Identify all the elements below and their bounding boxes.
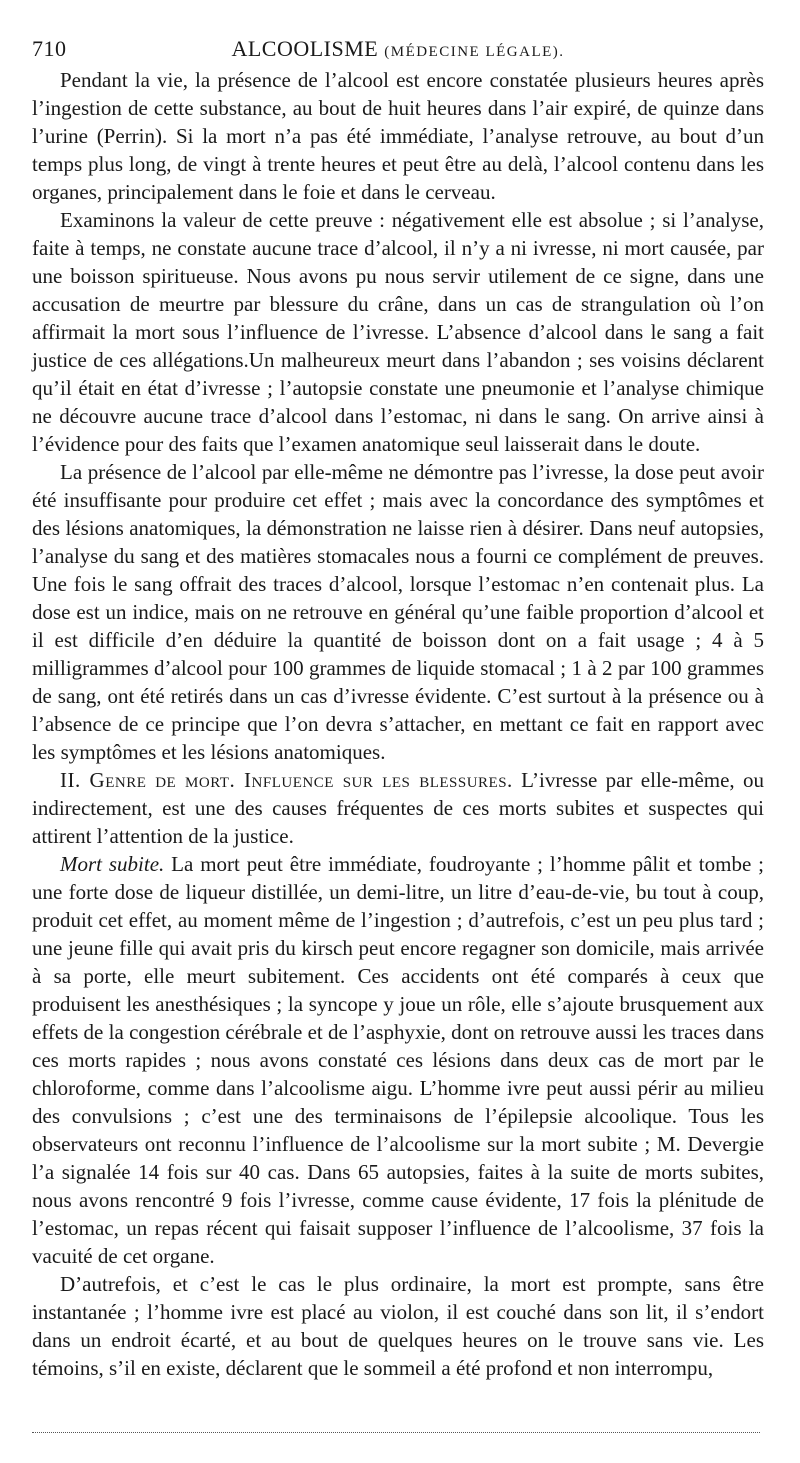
- paragraph-5-text: La mort peut être immédiate, foudroyante ; l’homme pâlit et tombe ; une forte dose de liqueur distillée, un demi-litre, un litre d’eau-de-vie, bu tout à coup, produit cet effet, au moment même de l’ingestion ; d’autrefois, c’est un peu plus tard ; une jeune fille qui avait pris du kirsch peut encore regagner son domicile, mais arrivée à sa porte, elle meurt subitement. Ces accidents ont été comparés à ceux que produisent les anesthésiques ; la syncope y joue un rôle, elle s’ajoute brusquement aux effets de la congestion cérébrale et de l’asphyxie, dont on retrouve aussi les traces dans ces morts rapides ; nous avons constaté ces lésions dans deux cas de mort par le chloroforme, comme dans l’alcoolisme aigu. L’homme ivre peut aussi périr au milieu des convulsions ; c’est une des terminaisons de l’épilepsie alcoolique. Tous les observateurs ont reconnu l’influence de l’alcoolisme sur la mort subite ; M. Devergie l’a signalée 14 fois sur 40 cas. Dans 65 autopsies, faites à la suite de morts subites, nous avons rencontré 9 fois l’ivresse, comme cause évidente, 17 fois la plénitude de l’estomac, un repas récent qui faisait supposer l’influence de l’alcoolisme, 37 fois la vacuité de cet organe.: [32, 852, 764, 1268]
- paragraph-1: Pendant la vie, la présence de l’alcool est encore constatée plusieurs heures après l’ingestion de cette substance, au bout de huit heures dans l’air expiré, de quinze dans l’urine (Perrin). Si la mort n’a pas été immédiate, l’analyse retrouve, au bout d’un temps plus long, de vingt à trente heures et peut être au delà, l’alcool contenu dans les organes, principalement dans le foie et dans le cerveau.: [32, 68, 764, 204]
- paragraph-4: [32, 766, 764, 850]
- body-text: [32, 66, 764, 1382]
- running-head: [32, 30, 764, 66]
- page-number: 710: [32, 36, 67, 61]
- paragraph-6: D’autrefois, et c’est le cas le plus ordinaire, la mort est prompte, sans être instantanée ; l’homme ivre est placé au violon, il est couché dans son lit, il s’endort dans un endroit écarté, et au bout de quelques heures on le trouve sans vie. Les témoins, s’il en existe, déclarent que le sommeil a été profond et non interrompu,: [32, 1272, 764, 1380]
- paragraph-2: Examinons la valeur de cette preuve : négativement elle est absolue ; si l’analyse, faite à temps, ne constate aucune trace d’alcool, il n’y a ni ivresse, ni mort causée, par une boisson spiritueuse. Nous avons pu nous servir utilement de ce signe, dans une accusation de meurtre par blessure du crâne, dans un cas de strangulation où l’on affirmait la mort sous l’influence de l’ivresse. L’absence d’alcool dans le sang a fait justice de ces allégations.Un malheureux meurt dans l’abandon ; ses voisins déclarent qu’il était en état d’ivresse ; l’autopsie constate une pneumonie et l’analyse chimique ne découvre aucune trace d’alcool dans l’estomac, ni dans le sang. On arrive ainsi à l’évidence pour des faits que l’examen anatomique seul laisserait dans le doute.: [32, 208, 764, 456]
- subsection-heading: Mort subite.: [60, 852, 165, 876]
- running-title-sub: (MÉDECINE LÉGALE).: [384, 44, 565, 60]
- paragraph-3: La présence de l’alcool par elle-même ne démontre pas l’ivresse, la dose peut avoir été insuffisante pour produire cet effet ; mais avec la concordance des symptômes et des lésions anatomiques, la démonstration ne laisse rien à désirer. Dans neuf autopsies, l’analyse du sang et des matières stomacales nous a fourni ce complément de preuves. Une fois le sang offrait des traces d’alcool, lorsque l’estomac n’en contenait plus. La dose est un indice, mais on ne retrouve en général qu’une faible proportion d’alcool et il est difficile d’en déduire la quantité de boisson dont on a fait usage ; 4 à 5 milligrammes d’alcool pour 100 grammes de liquide stomacal ; 1 à 2 par 100 grammes de sang, ont été retirés dans un cas d’ivresse évidente. C’est surtout à la présence ou à l’absence de ce principe que l’on devra s’attacher, en mettant ce fait en rapport avec les symptômes et les lésions anatomiques.: [32, 460, 764, 764]
- running-title: [32, 36, 764, 62]
- paragraph-4-text: L’ivresse par elle-même, ou indirectement, est une des causes fréquentes de ces morts subites et suspectes qui attirent l’attention de la justice.: [32, 768, 764, 848]
- footer-rule: [32, 1432, 760, 1433]
- running-title-main: ALCOOLISME: [231, 36, 379, 61]
- paragraph-5: [32, 850, 764, 1270]
- section-heading: II. Genre de mort. Influence sur les blessures.: [60, 768, 513, 792]
